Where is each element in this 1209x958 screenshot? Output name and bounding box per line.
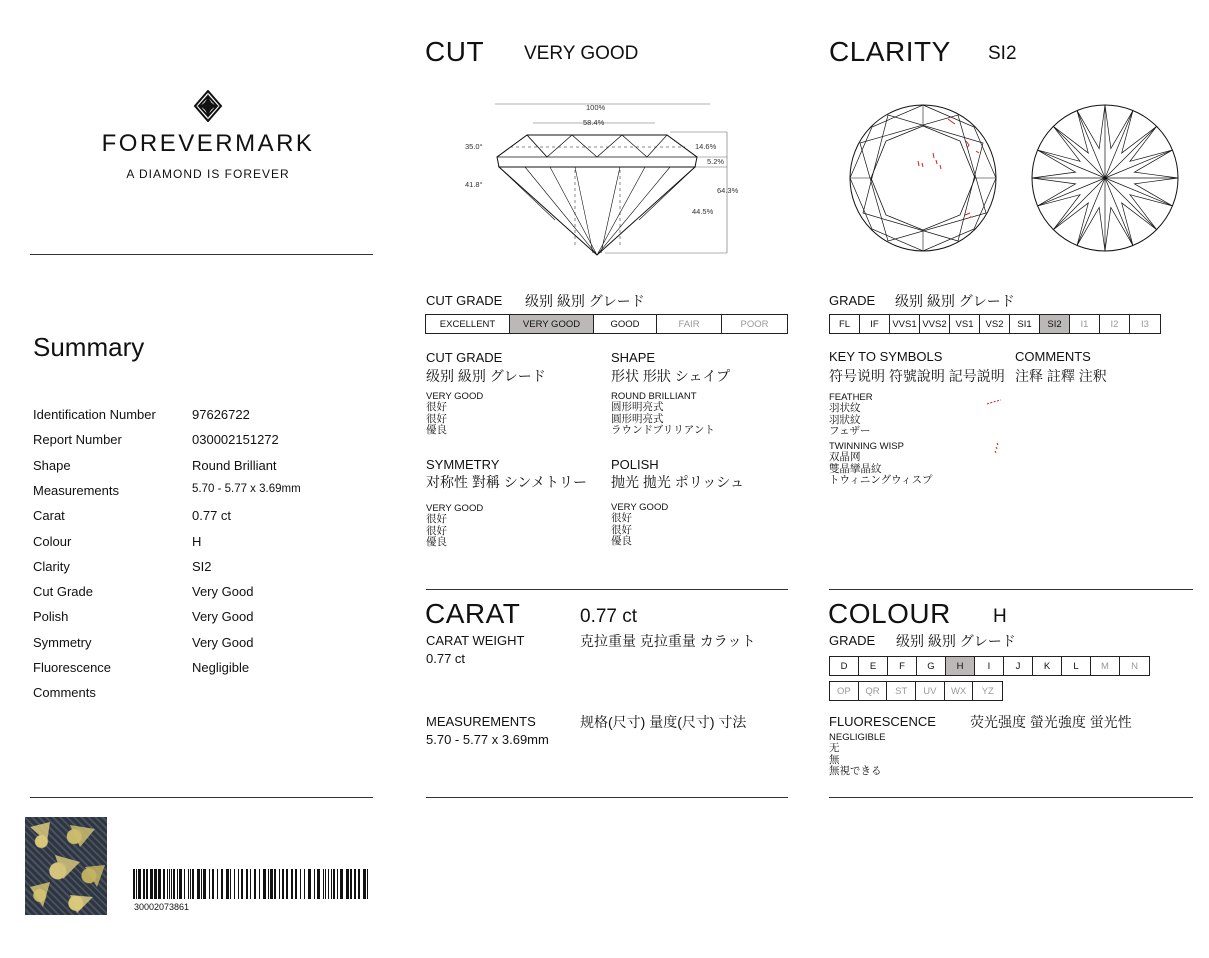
symmetry-detail [426, 504, 483, 549]
summary-row-value: SI2 [192, 558, 212, 574]
colour-value: H [993, 606, 1007, 627]
grade-cell: SI2 [1040, 315, 1070, 333]
grade-cell: FL [830, 315, 860, 333]
symmetry-heading-jp: 对称性 對稱 シンメトリー [426, 474, 588, 490]
summary-row-label: Cut Grade [33, 584, 93, 600]
summary-row [33, 584, 373, 604]
carat-value: 0.77 ct [580, 606, 638, 627]
clarity-grade-label: GRADE [829, 293, 876, 308]
twinning-wisp-symbol-icon [990, 441, 1004, 455]
grade-cell: G [917, 657, 946, 675]
summary-row [33, 660, 373, 680]
grade-cell: VVS2 [920, 315, 950, 333]
grade-cell: UV [916, 682, 945, 700]
summary-row [33, 635, 373, 655]
detail-line: 很好 [611, 523, 632, 536]
summary-row [33, 407, 373, 427]
detail-line: 双晶网 [829, 451, 861, 463]
brand-tagline: A DIAMOND IS FOREVER [126, 167, 290, 181]
carat-weight-label: CARAT WEIGHT [426, 633, 525, 648]
summary-row-label: Comments [33, 685, 96, 701]
symmetry-heading: SYMMETRY [426, 457, 500, 472]
summary-row-value: 5.70 - 5.77 x 3.69mm [192, 482, 301, 495]
summary-row-label: Clarity [33, 558, 70, 574]
grade-cell: ST [887, 682, 916, 700]
divider [426, 797, 788, 798]
polish-heading: POLISH [611, 457, 659, 472]
summary-row-value: 0.77 ct [192, 508, 232, 524]
detail-line: 很好 [611, 512, 632, 524]
grade-cell: FAIR [657, 315, 722, 333]
summary-row-value: H [192, 533, 202, 549]
detail-line: フェザー [829, 425, 871, 437]
grade-cell: SI1 [1010, 315, 1040, 333]
grade-cell: GOOD [594, 315, 657, 333]
shape-heading-jp: 形状 形狀 シェイプ [611, 368, 731, 384]
grade-cell: QR [859, 682, 888, 700]
carat-weight-label-jp: 克拉重量 克拉重量 カラット [580, 633, 756, 649]
polish-detail [611, 503, 668, 548]
barcode-number: 30002073861 [134, 902, 190, 912]
colour-grade-scale [829, 656, 1150, 676]
summary-row-label: Symmetry [33, 634, 92, 650]
detail-line: 優良 [426, 424, 447, 436]
summary-row-value: Very Good [192, 634, 254, 650]
grade-cell: OP [830, 682, 859, 700]
feather-symbol-icon [985, 397, 1005, 407]
grade-cell: L [1062, 657, 1091, 675]
table-label: 58.4% [583, 118, 605, 127]
total-width-label: 100% [586, 103, 606, 112]
divider [30, 254, 373, 255]
grade-cell: VERY GOOD [510, 315, 594, 333]
summary-row [33, 458, 373, 478]
detail-line: VERY GOOD [611, 502, 669, 513]
detail-line: トウィニングウィスプ [829, 474, 933, 486]
clarity-value: SI2 [988, 43, 1017, 64]
summary-row-value: 030002151272 [192, 432, 279, 448]
grade-cell: YZ [981, 685, 994, 697]
clarity-grade-label-jp: 级别 級別 グレード [895, 293, 1015, 309]
grade-cell: I2 [1100, 315, 1130, 333]
clarity-plot-crown [848, 103, 998, 253]
detail-line: 无 [829, 742, 840, 754]
cut-grade-scale [425, 314, 788, 334]
summary-row-label: Report Number [33, 432, 122, 448]
polish-heading-jp: 抛光 拋光 ポリッシュ [611, 474, 744, 490]
grade-cell: E [859, 657, 888, 675]
detail-line: 羽状纹 [829, 402, 861, 414]
detail-line: 很好 [426, 513, 447, 525]
detail-line: ROUND BRILLIANT [611, 391, 697, 402]
security-hologram-image [25, 817, 107, 915]
detail-line: 無 [829, 753, 840, 766]
grade-cell: VS1 [950, 315, 980, 333]
grade-cell: N [1131, 660, 1138, 672]
shape-heading: SHAPE [611, 350, 656, 365]
detail-line: NEGLIGIBLE [829, 732, 886, 743]
carat-title: CARAT [425, 598, 521, 629]
key-to-symbols-heading-jp: 符号说明 符號說明 記号説明 [829, 368, 1005, 384]
barcode [133, 869, 371, 899]
divider [829, 589, 1193, 590]
summary-row-label: Shape [33, 457, 71, 473]
divider [829, 797, 1193, 798]
grade-cell: EXCELLENT [426, 315, 510, 333]
grade-cell: VVS1 [890, 315, 920, 333]
grade-cell: I1 [1070, 315, 1100, 333]
detail-line: ラウンドブリリアント [611, 424, 715, 436]
summary-row [33, 534, 373, 554]
crown-height-label: 14.6% [695, 142, 717, 151]
detail-line: 雙晶攣晶紋 [829, 462, 882, 475]
summary-row-value: Negligible [192, 660, 250, 675]
grade-cell: I [975, 657, 1004, 675]
grade-cell: I3 [1141, 318, 1149, 330]
detail-line: FEATHER [829, 392, 873, 403]
colour-grade-scale-extended [829, 681, 1003, 701]
measurements-label: MEASUREMENTS [426, 714, 536, 729]
grade-cell: VS2 [980, 315, 1010, 333]
divider [30, 797, 373, 798]
summary-title: Summary [33, 332, 145, 362]
grade-cell: M [1091, 657, 1120, 675]
depth-label: 64.3% [717, 186, 739, 195]
fluorescence-detail [829, 733, 886, 778]
fluorescence-label-jp: 荧光强度 螢光強度 蛍光性 [970, 714, 1132, 730]
girdle-label: 5.2% [707, 157, 725, 166]
grade-cell: J [1004, 657, 1033, 675]
summary-row [33, 609, 373, 629]
detail-line: 很好 [426, 524, 447, 537]
summary-row-label: Colour [33, 533, 72, 549]
detail-line: 優良 [611, 535, 632, 547]
summary-row-value: Very Good [192, 609, 254, 625]
comments-heading-jp: 注释 註釋 注釈 [1015, 368, 1107, 384]
summary-row-value: Round Brilliant [192, 457, 277, 473]
grade-cell: D [830, 657, 859, 675]
detail-line: 無視できる [829, 765, 882, 777]
detail-line: 優良 [426, 536, 447, 548]
proportions-diagram [455, 95, 745, 265]
summary-row-label: Measurements [33, 482, 119, 498]
detail-line: 羽狀紋 [829, 413, 861, 426]
cut-value: VERY GOOD [524, 43, 639, 64]
measurements-label-jp: 规格(尺寸) 量度(尺寸) 寸法 [580, 714, 747, 730]
summary-row [33, 685, 373, 705]
summary-row-label: Carat [33, 508, 65, 524]
grade-cell: H [946, 657, 975, 675]
fluorescence-label: FLUORESCENCE [829, 714, 936, 729]
colour-grade-label: GRADE [829, 633, 876, 648]
summary-row-value: 97626722 [192, 407, 250, 422]
detail-line: VERY GOOD [426, 391, 484, 402]
crown-angle-label: 35.0° [465, 142, 483, 151]
comments-heading: COMMENTS [1015, 349, 1091, 364]
colour-title: COLOUR [828, 598, 951, 629]
cut-grade-detail [426, 392, 483, 437]
key-to-symbols-heading: KEY TO SYMBOLS [829, 349, 943, 364]
grade-cell: WX [945, 682, 974, 700]
detail-line: 圆形明亮式 [611, 401, 664, 413]
inclusion-marks [918, 119, 979, 217]
cut-title: CUT [425, 36, 485, 67]
carat-weight-value: 0.77 ct [426, 651, 466, 666]
summary-row-label: Identification Number [33, 407, 156, 422]
pavilion-depth-label: 44.5% [692, 207, 714, 216]
detail-line: 很好 [426, 401, 447, 413]
measurements-value: 5.70 - 5.77 x 3.69mm [426, 732, 549, 747]
summary-row [33, 559, 373, 579]
cut-grade-label-jp: 级别 級別 グレード [525, 293, 645, 309]
summary-row-label: Fluorescence [33, 660, 112, 675]
diamond-logo-icon [193, 90, 223, 122]
grade-cell: IF [860, 315, 890, 333]
cut-grade-heading-jp: 级别 級別 グレード [426, 368, 546, 384]
grade-cell: F [888, 657, 917, 675]
clarity-plot-pavilion [1030, 103, 1180, 253]
detail-line: VERY GOOD [426, 503, 484, 514]
colour-grade-label-jp: 级别 級別 グレード [896, 633, 1016, 649]
barcode-icon [133, 869, 371, 899]
cut-grade-heading: CUT GRADE [426, 350, 503, 365]
clarity-title: CLARITY [829, 36, 951, 67]
grade-cell: POOR [740, 318, 769, 330]
cut-grade-label: CUT GRADE [426, 293, 503, 308]
brand-name: FOREVERMARK [101, 130, 315, 157]
divider [426, 589, 788, 590]
summary-row-value: Very Good [192, 584, 254, 600]
symbol-twinning-wisp [829, 442, 933, 487]
brand-logo [95, 90, 321, 185]
pavilion-angle-label: 41.8° [465, 180, 483, 189]
summary-row [33, 508, 373, 528]
summary-row-label: Polish [33, 609, 69, 625]
symbol-feather [829, 393, 873, 438]
summary-row [33, 483, 373, 503]
shape-detail [611, 392, 715, 437]
grade-cell: K [1033, 657, 1062, 675]
detail-line: TWINNING WISP [829, 441, 904, 452]
clarity-grade-scale [829, 314, 1161, 334]
summary-row [33, 432, 373, 452]
detail-line: 圓形明亮式 [611, 412, 664, 425]
detail-line: 很好 [426, 412, 447, 425]
